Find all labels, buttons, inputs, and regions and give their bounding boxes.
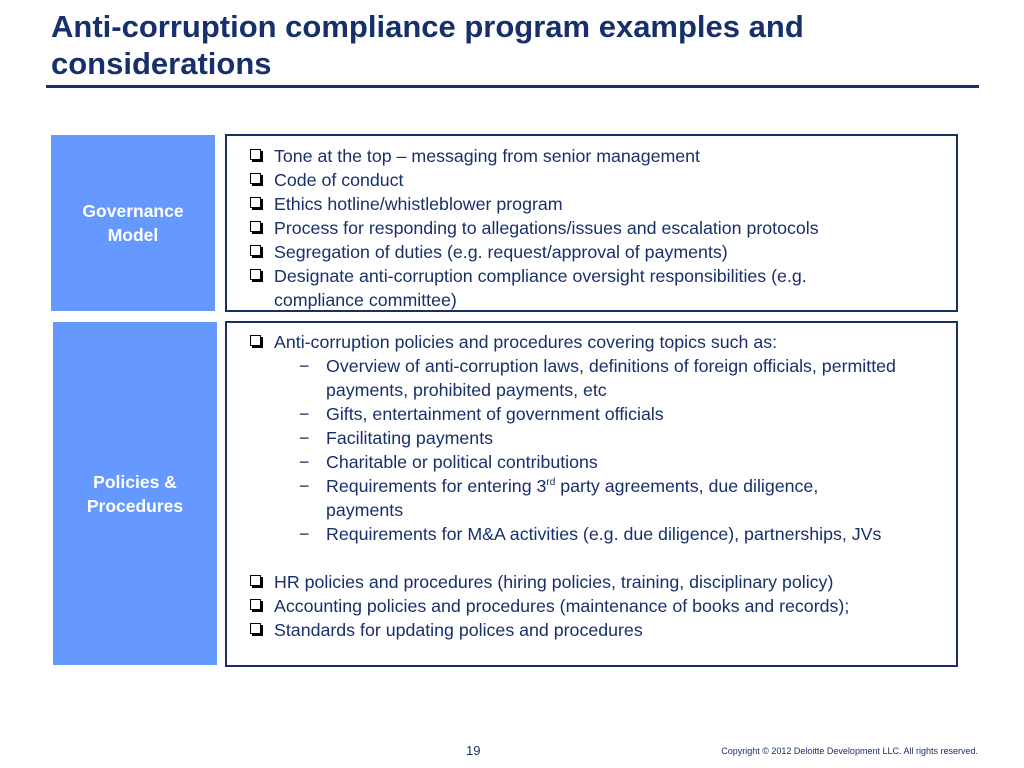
checkbox-bullet-icon — [250, 335, 261, 346]
checkbox-bullet-icon — [250, 149, 261, 160]
sub-item-text-post: party agreements, due diligence, payments — [326, 476, 819, 520]
sub-item-text: Gifts, entertainment of government officials — [326, 404, 664, 424]
list-spacer — [227, 546, 956, 570]
sub-item-text: Charitable or political contributions — [326, 452, 598, 472]
dash-bullet-icon: − — [299, 452, 310, 472]
list-item — [227, 168, 956, 192]
dash-bullet-icon: − — [299, 428, 310, 448]
governance-item-text: Process for responding to allegations/issues and escalation protocols — [274, 218, 819, 238]
policies-procedures-content — [225, 321, 958, 667]
sub-list-item — [274, 426, 956, 450]
superscript-rd: rd — [546, 477, 556, 489]
page-title: Anti-corruption compliance program examples and considerations — [51, 9, 804, 81]
policies-list-2 — [227, 570, 956, 642]
sub-list-item — [274, 474, 956, 522]
policies-intro-text: Anti-corruption policies and procedures covering topics such as: — [274, 332, 778, 352]
checkbox-bullet-icon — [250, 575, 261, 586]
copyright-notice: Copyright © 2012 Deloitte Development LLC. All rights reserved. — [721, 746, 978, 756]
governance-model-content — [225, 134, 958, 312]
sub-item-text: Facilitating payments — [326, 428, 494, 448]
checkbox-bullet-icon — [250, 197, 261, 208]
sub-item-text: Overview of anti-corruption laws, definitions of foreign officials, permitted payments, prohibited payments, etc — [326, 356, 896, 400]
governance-item-text: Ethics hotline/whistleblower program — [274, 194, 563, 214]
policies-label-line2: Procedures — [86, 495, 184, 516]
checkbox-bullet-icon — [250, 245, 261, 256]
governance-model-label — [51, 135, 215, 311]
sub-list-item — [274, 522, 956, 546]
sub-list-item — [274, 402, 956, 426]
governance-item-text: Code of conduct — [274, 170, 404, 190]
governance-item-text: Designate anti-corruption compliance oversight responsibilities (e.g. compliance committee) — [274, 266, 807, 310]
policies-item-text: Accounting policies and procedures (maintenance of books and records); — [274, 596, 850, 616]
policies-item-text: Standards for updating polices and procedures — [274, 620, 643, 640]
list-item — [227, 330, 956, 354]
list-item — [227, 144, 956, 168]
checkbox-bullet-icon — [250, 173, 261, 184]
governance-item-text: Tone at the top – messaging from senior management — [274, 146, 701, 166]
governance-item-text: Segregation of duties (e.g. request/approval of payments) — [274, 242, 728, 262]
list-item — [227, 264, 956, 312]
sub-list-item — [274, 354, 956, 402]
policies-label-line1: Policies & — [93, 471, 177, 492]
governance-label-line1: Governance — [82, 201, 184, 221]
title-underline — [46, 85, 979, 88]
dash-bullet-icon: − — [299, 476, 310, 496]
policies-procedures-label — [53, 322, 217, 665]
dash-bullet-icon: − — [299, 524, 310, 544]
checkbox-bullet-icon — [250, 623, 261, 634]
list-item — [227, 570, 956, 594]
governance-label-line2: Model — [107, 225, 159, 245]
list-item — [227, 192, 956, 216]
checkbox-bullet-icon — [250, 221, 261, 232]
list-item — [227, 240, 956, 264]
checkbox-bullet-icon — [250, 269, 261, 280]
list-item — [227, 216, 956, 240]
list-item — [227, 594, 956, 618]
list-item — [227, 618, 956, 642]
checkbox-bullet-icon — [250, 599, 261, 610]
policies-sublist — [227, 354, 956, 546]
governance-list — [227, 144, 956, 312]
page-number: 19 — [466, 743, 481, 758]
policies-list — [227, 330, 956, 354]
sub-item-text: Requirements for M&A activities (e.g. due diligence), partnerships, JVs — [326, 524, 882, 544]
sub-item-text-pre: Requirements for entering 3 — [326, 476, 547, 496]
dash-bullet-icon: − — [299, 356, 310, 376]
dash-bullet-icon: − — [299, 404, 310, 424]
sub-list-item — [274, 450, 956, 474]
policies-item-text: HR policies and procedures (hiring policies, training, disciplinary policy) — [274, 572, 834, 592]
